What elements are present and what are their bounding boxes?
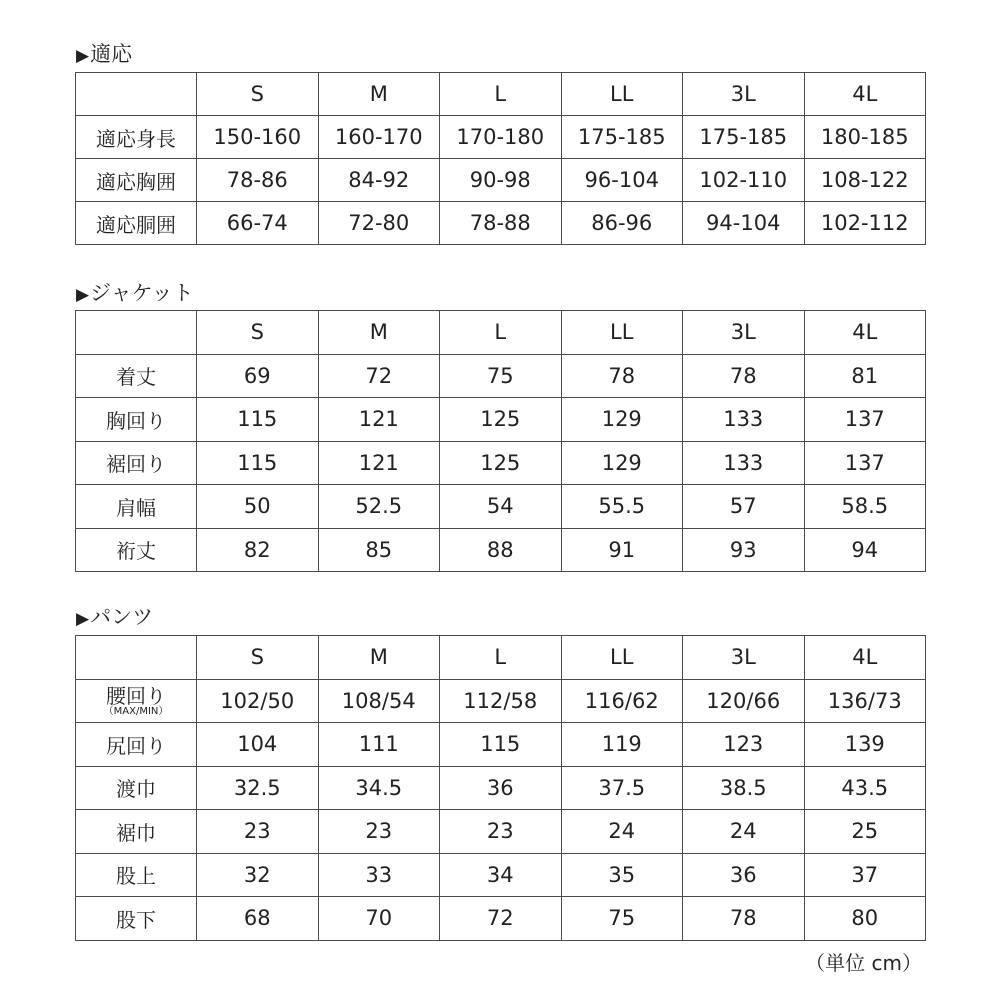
table-cell: 54 xyxy=(440,485,562,529)
table-cell: 23 xyxy=(197,810,319,854)
header-cell: M xyxy=(318,636,440,680)
table-cell: 84-92 xyxy=(318,159,440,202)
header-cell: 4L xyxy=(804,311,926,355)
table-cell: 125 xyxy=(440,441,562,485)
fit-size-table xyxy=(75,72,926,245)
table-row xyxy=(76,159,926,202)
table-cell: 115 xyxy=(197,441,319,485)
jacket-size-table xyxy=(75,310,926,572)
header-cell: 4L xyxy=(804,73,926,116)
triangle-bullet-icon: ▶ xyxy=(76,46,90,66)
table-cell: 81 xyxy=(804,354,926,398)
table-cell: 34.5 xyxy=(318,766,440,810)
table-row xyxy=(76,766,926,810)
table-cell: 102/50 xyxy=(197,679,319,723)
table-row xyxy=(76,679,926,723)
table-cell: 129 xyxy=(561,441,683,485)
table-cell: 123 xyxy=(683,723,805,767)
table-cell: 88 xyxy=(440,528,562,572)
row-label: 適応身長 xyxy=(76,116,197,159)
row-label: 裄丈 xyxy=(76,528,197,572)
section-title-text: ジャケット xyxy=(90,281,194,305)
row-label: 股下 xyxy=(76,897,197,941)
header-cell: S xyxy=(197,311,319,355)
table-cell: 50 xyxy=(197,485,319,529)
table-header-row xyxy=(76,311,926,355)
table-cell: 66-74 xyxy=(197,202,319,245)
row-label-note: （MAX/MIN） xyxy=(103,705,169,717)
header-cell: L xyxy=(440,311,562,355)
table-row xyxy=(76,116,926,159)
row-label: 股上 xyxy=(76,853,197,897)
table-cell: 160-170 xyxy=(318,116,440,159)
row-label: 渡巾 xyxy=(76,766,197,810)
header-cell: LL xyxy=(561,73,683,116)
table-cell: 82 xyxy=(197,528,319,572)
row-label: 裾回り xyxy=(76,441,197,485)
section-title-pants xyxy=(76,605,153,631)
table-cell: 96-104 xyxy=(561,159,683,202)
table-cell: 58.5 xyxy=(804,485,926,529)
table-row xyxy=(76,354,926,398)
table-cell: 112/58 xyxy=(440,679,562,723)
table-cell: 119 xyxy=(561,723,683,767)
table-cell: 91 xyxy=(561,528,683,572)
row-label: 肩幅 xyxy=(76,485,197,529)
table-cell: 23 xyxy=(440,810,562,854)
header-cell: L xyxy=(440,636,562,680)
table-cell: 116/62 xyxy=(561,679,683,723)
header-cell: LL xyxy=(561,311,683,355)
row-label: 胸回り xyxy=(76,398,197,442)
table-row xyxy=(76,897,926,941)
table-cell: 175-185 xyxy=(561,116,683,159)
table-cell: 69 xyxy=(197,354,319,398)
table-cell: 36 xyxy=(683,853,805,897)
table-row xyxy=(76,723,926,767)
section-title-text: パンツ xyxy=(90,605,154,629)
header-cell xyxy=(76,73,197,116)
table-cell: 115 xyxy=(440,723,562,767)
section-title-fit xyxy=(76,42,132,68)
table-cell: 75 xyxy=(561,897,683,941)
table-cell: 150-160 xyxy=(197,116,319,159)
table-cell: 93 xyxy=(683,528,805,572)
table-cell: 121 xyxy=(318,441,440,485)
table-cell: 111 xyxy=(318,723,440,767)
table-cell: 139 xyxy=(804,723,926,767)
table-row xyxy=(76,853,926,897)
row-label: 裾巾 xyxy=(76,810,197,854)
table-cell: 37.5 xyxy=(561,766,683,810)
table-cell: 36 xyxy=(440,766,562,810)
table-cell: 72 xyxy=(318,354,440,398)
table-cell: 80 xyxy=(804,897,926,941)
row-label xyxy=(76,679,197,723)
table-cell: 78 xyxy=(683,354,805,398)
table-cell: 57 xyxy=(683,485,805,529)
table-cell: 129 xyxy=(561,398,683,442)
table-cell: 102-112 xyxy=(804,202,926,245)
unit-note: （単位 cm） xyxy=(805,951,922,975)
table-header-row xyxy=(76,636,926,680)
table-cell: 78-86 xyxy=(197,159,319,202)
table-cell: 104 xyxy=(197,723,319,767)
table-cell: 32.5 xyxy=(197,766,319,810)
table-cell: 75 xyxy=(440,354,562,398)
table-cell: 52.5 xyxy=(318,485,440,529)
table-row xyxy=(76,202,926,245)
table-cell: 78 xyxy=(683,897,805,941)
table-cell: 24 xyxy=(683,810,805,854)
header-cell: 3L xyxy=(683,636,805,680)
table-cell: 86-96 xyxy=(561,202,683,245)
table-cell: 72 xyxy=(440,897,562,941)
triangle-bullet-icon: ▶ xyxy=(76,285,90,305)
header-cell: S xyxy=(197,73,319,116)
table-cell: 85 xyxy=(318,528,440,572)
header-cell: L xyxy=(440,73,562,116)
table-cell: 136/73 xyxy=(804,679,926,723)
table-cell: 37 xyxy=(804,853,926,897)
table-cell: 32 xyxy=(197,853,319,897)
table-row xyxy=(76,441,926,485)
header-cell xyxy=(76,636,197,680)
table-cell: 94 xyxy=(804,528,926,572)
table-cell: 70 xyxy=(318,897,440,941)
table-cell: 43.5 xyxy=(804,766,926,810)
table-cell: 133 xyxy=(683,398,805,442)
table-cell: 24 xyxy=(561,810,683,854)
header-cell: 3L xyxy=(683,73,805,116)
table-cell: 68 xyxy=(197,897,319,941)
header-cell: S xyxy=(197,636,319,680)
table-cell: 35 xyxy=(561,853,683,897)
table-cell: 108/54 xyxy=(318,679,440,723)
table-row xyxy=(76,528,926,572)
row-label: 尻回り xyxy=(76,723,197,767)
table-header-row xyxy=(76,73,926,116)
table-row xyxy=(76,485,926,529)
table-cell: 33 xyxy=(318,853,440,897)
table-row xyxy=(76,398,926,442)
header-cell: M xyxy=(318,311,440,355)
table-cell: 23 xyxy=(318,810,440,854)
table-cell: 55.5 xyxy=(561,485,683,529)
header-cell xyxy=(76,311,197,355)
table-cell: 137 xyxy=(804,441,926,485)
table-cell: 72-80 xyxy=(318,202,440,245)
table-cell: 137 xyxy=(804,398,926,442)
section-title-text: 適応 xyxy=(90,42,133,66)
triangle-bullet-icon: ▶ xyxy=(76,609,90,629)
table-cell: 133 xyxy=(683,441,805,485)
table-cell: 102-110 xyxy=(683,159,805,202)
row-label: 着丈 xyxy=(76,354,197,398)
table-row xyxy=(76,810,926,854)
header-cell: 3L xyxy=(683,311,805,355)
row-label: 適応胸囲 xyxy=(76,159,197,202)
row-label: 適応胴囲 xyxy=(76,202,197,245)
header-cell: 4L xyxy=(804,636,926,680)
table-cell: 38.5 xyxy=(683,766,805,810)
header-cell: LL xyxy=(561,636,683,680)
table-cell: 121 xyxy=(318,398,440,442)
table-cell: 175-185 xyxy=(683,116,805,159)
section-title-jacket xyxy=(76,281,194,307)
header-cell: M xyxy=(318,73,440,116)
table-cell: 34 xyxy=(440,853,562,897)
table-cell: 180-185 xyxy=(804,116,926,159)
table-cell: 120/66 xyxy=(683,679,805,723)
table-cell: 25 xyxy=(804,810,926,854)
table-cell: 94-104 xyxy=(683,202,805,245)
table-cell: 125 xyxy=(440,398,562,442)
pants-size-table xyxy=(75,635,926,941)
row-label-main: 腰回り xyxy=(106,683,166,708)
table-cell: 78 xyxy=(561,354,683,398)
table-cell: 108-122 xyxy=(804,159,926,202)
table-cell: 78-88 xyxy=(440,202,562,245)
table-cell: 90-98 xyxy=(440,159,562,202)
table-cell: 170-180 xyxy=(440,116,562,159)
table-cell: 115 xyxy=(197,398,319,442)
